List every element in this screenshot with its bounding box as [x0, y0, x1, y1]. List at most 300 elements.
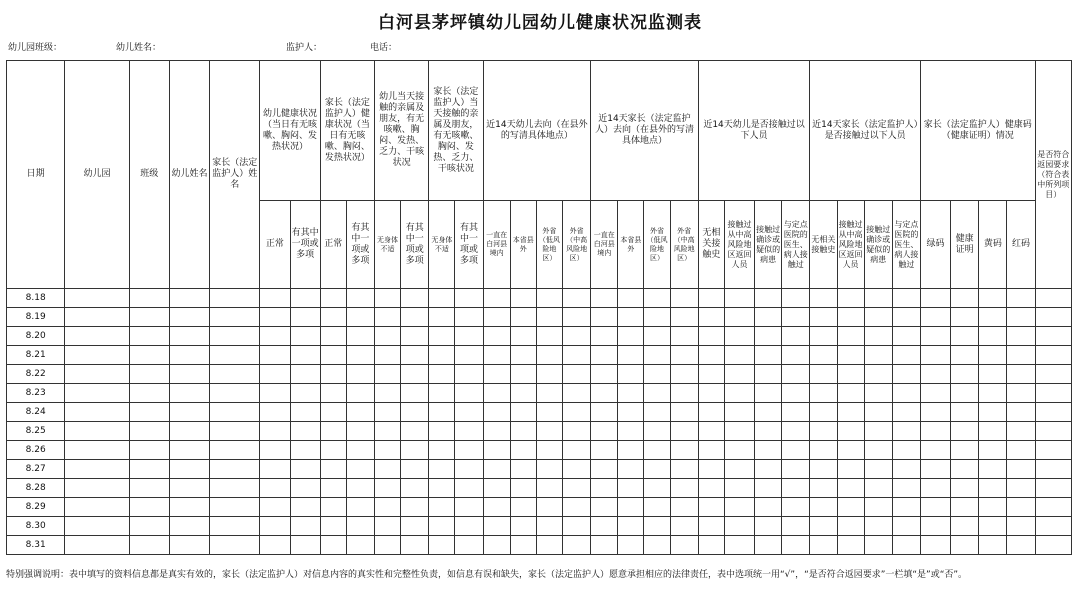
entry-cell[interactable] — [644, 384, 670, 403]
entry-cell[interactable] — [536, 479, 562, 498]
entry-cell[interactable] — [810, 460, 837, 479]
entry-cell[interactable] — [755, 422, 782, 441]
entry-cell[interactable] — [920, 441, 950, 460]
entry-cell[interactable] — [782, 441, 810, 460]
entry-cell[interactable] — [892, 289, 920, 308]
entry-cell[interactable] — [1035, 422, 1071, 441]
entry-cell[interactable] — [698, 346, 724, 365]
entry-cell[interactable] — [536, 365, 562, 384]
entry-cell[interactable] — [210, 365, 260, 384]
entry-cell[interactable] — [698, 289, 724, 308]
entry-cell[interactable] — [644, 403, 670, 422]
entry-cell[interactable] — [210, 308, 260, 327]
entry-cell[interactable] — [169, 346, 209, 365]
entry-cell[interactable] — [755, 327, 782, 346]
entry-cell[interactable] — [782, 422, 810, 441]
entry-cell[interactable] — [724, 536, 754, 555]
entry-cell[interactable] — [810, 403, 837, 422]
entry-cell[interactable] — [1035, 460, 1071, 479]
entry-cell[interactable] — [591, 365, 618, 384]
entry-cell[interactable] — [290, 422, 320, 441]
entry-cell[interactable] — [320, 498, 346, 517]
entry-cell[interactable] — [401, 422, 429, 441]
entry-cell[interactable] — [536, 289, 562, 308]
entry-cell[interactable] — [483, 536, 510, 555]
entry-cell[interactable] — [920, 403, 950, 422]
entry-cell[interactable] — [320, 441, 346, 460]
entry-cell[interactable] — [210, 441, 260, 460]
entry-cell[interactable] — [591, 460, 618, 479]
entry-cell[interactable] — [1035, 289, 1071, 308]
entry-cell[interactable] — [1007, 384, 1035, 403]
entry-cell[interactable] — [892, 365, 920, 384]
entry-cell[interactable] — [290, 441, 320, 460]
entry-cell[interactable] — [782, 460, 810, 479]
entry-cell[interactable] — [510, 479, 536, 498]
entry-cell[interactable] — [455, 403, 483, 422]
entry-cell[interactable] — [536, 384, 562, 403]
entry-cell[interactable] — [169, 517, 209, 536]
entry-cell[interactable] — [401, 498, 429, 517]
entry-cell[interactable] — [374, 327, 400, 346]
entry-cell[interactable] — [782, 479, 810, 498]
entry-cell[interactable] — [65, 308, 129, 327]
entry-cell[interactable] — [782, 346, 810, 365]
entry-cell[interactable] — [892, 384, 920, 403]
entry-cell[interactable] — [724, 308, 754, 327]
entry-cell[interactable] — [260, 517, 290, 536]
entry-cell[interactable] — [401, 365, 429, 384]
entry-cell[interactable] — [591, 327, 618, 346]
entry-cell[interactable] — [401, 460, 429, 479]
entry-cell[interactable] — [483, 327, 510, 346]
entry-cell[interactable] — [892, 422, 920, 441]
entry-cell[interactable] — [510, 422, 536, 441]
entry-cell[interactable] — [755, 441, 782, 460]
entry-cell[interactable] — [724, 498, 754, 517]
entry-cell[interactable] — [951, 536, 979, 555]
entry-cell[interactable] — [1007, 441, 1035, 460]
entry-cell[interactable] — [837, 346, 864, 365]
entry-cell[interactable] — [401, 384, 429, 403]
entry-cell[interactable] — [346, 384, 374, 403]
entry-cell[interactable] — [1007, 460, 1035, 479]
entry-cell[interactable] — [864, 498, 892, 517]
entry-cell[interactable] — [260, 460, 290, 479]
entry-cell[interactable] — [591, 517, 618, 536]
entry-cell[interactable] — [510, 308, 536, 327]
entry-cell[interactable] — [810, 327, 837, 346]
entry-cell[interactable] — [65, 498, 129, 517]
entry-cell[interactable] — [510, 289, 536, 308]
entry-cell[interactable] — [169, 536, 209, 555]
entry-cell[interactable] — [1035, 479, 1071, 498]
entry-cell[interactable] — [864, 365, 892, 384]
entry-cell[interactable] — [536, 517, 562, 536]
entry-cell[interactable] — [920, 308, 950, 327]
entry-cell[interactable] — [670, 479, 698, 498]
entry-cell[interactable] — [951, 460, 979, 479]
entry-cell[interactable] — [864, 517, 892, 536]
entry-cell[interactable] — [346, 479, 374, 498]
entry-cell[interactable] — [401, 441, 429, 460]
entry-cell[interactable] — [260, 422, 290, 441]
entry-cell[interactable] — [290, 460, 320, 479]
entry-cell[interactable] — [260, 403, 290, 422]
entry-cell[interactable] — [810, 346, 837, 365]
entry-cell[interactable] — [618, 460, 644, 479]
entry-cell[interactable] — [864, 308, 892, 327]
entry-cell[interactable] — [65, 517, 129, 536]
entry-cell[interactable] — [510, 365, 536, 384]
entry-cell[interactable] — [510, 327, 536, 346]
entry-cell[interactable] — [979, 517, 1007, 536]
entry-cell[interactable] — [920, 346, 950, 365]
entry-cell[interactable] — [129, 460, 169, 479]
entry-cell[interactable] — [320, 460, 346, 479]
entry-cell[interactable] — [670, 460, 698, 479]
entry-cell[interactable] — [837, 384, 864, 403]
entry-cell[interactable] — [864, 479, 892, 498]
entry-cell[interactable] — [320, 517, 346, 536]
entry-cell[interactable] — [644, 422, 670, 441]
entry-cell[interactable] — [892, 403, 920, 422]
entry-cell[interactable] — [260, 384, 290, 403]
entry-cell[interactable] — [320, 479, 346, 498]
entry-cell[interactable] — [892, 327, 920, 346]
entry-cell[interactable] — [429, 422, 455, 441]
entry-cell[interactable] — [670, 289, 698, 308]
entry-cell[interactable] — [724, 384, 754, 403]
entry-cell[interactable] — [210, 498, 260, 517]
entry-cell[interactable] — [837, 327, 864, 346]
entry-cell[interactable] — [320, 536, 346, 555]
entry-cell[interactable] — [210, 479, 260, 498]
entry-cell[interactable] — [563, 327, 591, 346]
entry-cell[interactable] — [837, 460, 864, 479]
entry-cell[interactable] — [374, 289, 400, 308]
entry-cell[interactable] — [510, 403, 536, 422]
entry-cell[interactable] — [951, 517, 979, 536]
entry-cell[interactable] — [698, 460, 724, 479]
entry-cell[interactable] — [429, 479, 455, 498]
entry-cell[interactable] — [920, 384, 950, 403]
entry-cell[interactable] — [290, 365, 320, 384]
entry-cell[interactable] — [169, 498, 209, 517]
entry-cell[interactable] — [346, 346, 374, 365]
entry-cell[interactable] — [129, 289, 169, 308]
entry-cell[interactable] — [1035, 327, 1071, 346]
entry-cell[interactable] — [401, 308, 429, 327]
entry-cell[interactable] — [755, 308, 782, 327]
entry-cell[interactable] — [483, 479, 510, 498]
entry-cell[interactable] — [483, 289, 510, 308]
entry-cell[interactable] — [346, 289, 374, 308]
entry-cell[interactable] — [429, 460, 455, 479]
entry-cell[interactable] — [483, 308, 510, 327]
entry-cell[interactable] — [455, 517, 483, 536]
entry-cell[interactable] — [429, 536, 455, 555]
entry-cell[interactable] — [979, 308, 1007, 327]
entry-cell[interactable] — [374, 403, 400, 422]
entry-cell[interactable] — [169, 289, 209, 308]
entry-cell[interactable] — [724, 365, 754, 384]
entry-cell[interactable] — [346, 308, 374, 327]
entry-cell[interactable] — [670, 441, 698, 460]
entry-cell[interactable] — [644, 346, 670, 365]
entry-cell[interactable] — [864, 422, 892, 441]
entry-cell[interactable] — [536, 308, 562, 327]
entry-cell[interactable] — [260, 327, 290, 346]
entry-cell[interactable] — [483, 403, 510, 422]
entry-cell[interactable] — [374, 384, 400, 403]
entry-cell[interactable] — [591, 422, 618, 441]
entry-cell[interactable] — [290, 384, 320, 403]
entry-cell[interactable] — [892, 441, 920, 460]
entry-cell[interactable] — [698, 479, 724, 498]
entry-cell[interactable] — [644, 460, 670, 479]
entry-cell[interactable] — [374, 460, 400, 479]
entry-cell[interactable] — [670, 327, 698, 346]
entry-cell[interactable] — [1007, 422, 1035, 441]
entry-cell[interactable] — [536, 346, 562, 365]
entry-cell[interactable] — [644, 308, 670, 327]
entry-cell[interactable] — [510, 346, 536, 365]
entry-cell[interactable] — [951, 365, 979, 384]
entry-cell[interactable] — [129, 384, 169, 403]
entry-cell[interactable] — [755, 498, 782, 517]
entry-cell[interactable] — [346, 327, 374, 346]
entry-cell[interactable] — [644, 365, 670, 384]
entry-cell[interactable] — [65, 460, 129, 479]
entry-cell[interactable] — [810, 289, 837, 308]
entry-cell[interactable] — [455, 346, 483, 365]
entry-cell[interactable] — [698, 422, 724, 441]
entry-cell[interactable] — [755, 384, 782, 403]
entry-cell[interactable] — [782, 327, 810, 346]
entry-cell[interactable] — [536, 327, 562, 346]
entry-cell[interactable] — [724, 460, 754, 479]
entry-cell[interactable] — [782, 498, 810, 517]
entry-cell[interactable] — [290, 403, 320, 422]
entry-cell[interactable] — [260, 498, 290, 517]
entry-cell[interactable] — [563, 422, 591, 441]
entry-cell[interactable] — [210, 422, 260, 441]
entry-cell[interactable] — [644, 517, 670, 536]
entry-cell[interactable] — [290, 327, 320, 346]
entry-cell[interactable] — [455, 498, 483, 517]
entry-cell[interactable] — [837, 536, 864, 555]
entry-cell[interactable] — [979, 403, 1007, 422]
entry-cell[interactable] — [346, 517, 374, 536]
entry-cell[interactable] — [429, 384, 455, 403]
entry-cell[interactable] — [429, 308, 455, 327]
entry-cell[interactable] — [644, 327, 670, 346]
entry-cell[interactable] — [1035, 441, 1071, 460]
entry-cell[interactable] — [483, 498, 510, 517]
entry-cell[interactable] — [129, 403, 169, 422]
entry-cell[interactable] — [618, 422, 644, 441]
entry-cell[interactable] — [429, 498, 455, 517]
entry-cell[interactable] — [210, 517, 260, 536]
entry-cell[interactable] — [536, 422, 562, 441]
entry-cell[interactable] — [979, 479, 1007, 498]
entry-cell[interactable] — [169, 365, 209, 384]
entry-cell[interactable] — [374, 498, 400, 517]
entry-cell[interactable] — [618, 441, 644, 460]
entry-cell[interactable] — [1035, 308, 1071, 327]
entry-cell[interactable] — [374, 365, 400, 384]
entry-cell[interactable] — [892, 346, 920, 365]
entry-cell[interactable] — [346, 536, 374, 555]
entry-cell[interactable] — [892, 308, 920, 327]
entry-cell[interactable] — [837, 441, 864, 460]
entry-cell[interactable] — [429, 403, 455, 422]
entry-cell[interactable] — [563, 479, 591, 498]
entry-cell[interactable] — [810, 498, 837, 517]
entry-cell[interactable] — [810, 536, 837, 555]
entry-cell[interactable] — [429, 327, 455, 346]
entry-cell[interactable] — [782, 384, 810, 403]
entry-cell[interactable] — [979, 365, 1007, 384]
entry-cell[interactable] — [810, 422, 837, 441]
entry-cell[interactable] — [320, 327, 346, 346]
entry-cell[interactable] — [320, 422, 346, 441]
entry-cell[interactable] — [260, 479, 290, 498]
entry-cell[interactable] — [483, 384, 510, 403]
entry-cell[interactable] — [670, 384, 698, 403]
entry-cell[interactable] — [644, 479, 670, 498]
entry-cell[interactable] — [320, 384, 346, 403]
entry-cell[interactable] — [346, 422, 374, 441]
entry-cell[interactable] — [698, 403, 724, 422]
entry-cell[interactable] — [591, 403, 618, 422]
entry-cell[interactable] — [1007, 498, 1035, 517]
entry-cell[interactable] — [979, 327, 1007, 346]
entry-cell[interactable] — [920, 498, 950, 517]
entry-cell[interactable] — [563, 403, 591, 422]
entry-cell[interactable] — [951, 422, 979, 441]
entry-cell[interactable] — [644, 498, 670, 517]
entry-cell[interactable] — [346, 403, 374, 422]
entry-cell[interactable] — [374, 479, 400, 498]
entry-cell[interactable] — [563, 365, 591, 384]
entry-cell[interactable] — [724, 327, 754, 346]
entry-cell[interactable] — [724, 289, 754, 308]
entry-cell[interactable] — [429, 517, 455, 536]
entry-cell[interactable] — [920, 460, 950, 479]
entry-cell[interactable] — [290, 308, 320, 327]
entry-cell[interactable] — [1035, 403, 1071, 422]
entry-cell[interactable] — [782, 403, 810, 422]
entry-cell[interactable] — [644, 441, 670, 460]
entry-cell[interactable] — [1035, 498, 1071, 517]
entry-cell[interactable] — [755, 289, 782, 308]
entry-cell[interactable] — [563, 441, 591, 460]
entry-cell[interactable] — [1035, 517, 1071, 536]
entry-cell[interactable] — [455, 460, 483, 479]
entry-cell[interactable] — [563, 498, 591, 517]
entry-cell[interactable] — [951, 498, 979, 517]
entry-cell[interactable] — [618, 517, 644, 536]
entry-cell[interactable] — [670, 422, 698, 441]
entry-cell[interactable] — [401, 327, 429, 346]
entry-cell[interactable] — [810, 308, 837, 327]
entry-cell[interactable] — [536, 403, 562, 422]
entry-cell[interactable] — [644, 289, 670, 308]
entry-cell[interactable] — [951, 289, 979, 308]
entry-cell[interactable] — [290, 536, 320, 555]
entry-cell[interactable] — [169, 460, 209, 479]
entry-cell[interactable] — [65, 479, 129, 498]
entry-cell[interactable] — [290, 498, 320, 517]
entry-cell[interactable] — [65, 441, 129, 460]
entry-cell[interactable] — [782, 517, 810, 536]
entry-cell[interactable] — [1007, 365, 1035, 384]
entry-cell[interactable] — [892, 479, 920, 498]
entry-cell[interactable] — [810, 479, 837, 498]
entry-cell[interactable] — [810, 441, 837, 460]
entry-cell[interactable] — [129, 346, 169, 365]
entry-cell[interactable] — [782, 289, 810, 308]
entry-cell[interactable] — [290, 517, 320, 536]
entry-cell[interactable] — [455, 384, 483, 403]
entry-cell[interactable] — [951, 441, 979, 460]
entry-cell[interactable] — [698, 308, 724, 327]
entry-cell[interactable] — [892, 498, 920, 517]
entry-cell[interactable] — [724, 441, 754, 460]
entry-cell[interactable] — [698, 327, 724, 346]
entry-cell[interactable] — [455, 289, 483, 308]
entry-cell[interactable] — [483, 517, 510, 536]
entry-cell[interactable] — [920, 327, 950, 346]
entry-cell[interactable] — [837, 403, 864, 422]
entry-cell[interactable] — [837, 289, 864, 308]
entry-cell[interactable] — [260, 441, 290, 460]
entry-cell[interactable] — [951, 384, 979, 403]
entry-cell[interactable] — [455, 308, 483, 327]
entry-cell[interactable] — [129, 441, 169, 460]
entry-cell[interactable] — [591, 536, 618, 555]
entry-cell[interactable] — [563, 536, 591, 555]
entry-cell[interactable] — [979, 346, 1007, 365]
entry-cell[interactable] — [563, 308, 591, 327]
entry-cell[interactable] — [1035, 384, 1071, 403]
entry-cell[interactable] — [618, 498, 644, 517]
entry-cell[interactable] — [670, 403, 698, 422]
entry-cell[interactable] — [670, 536, 698, 555]
entry-cell[interactable] — [618, 384, 644, 403]
entry-cell[interactable] — [951, 308, 979, 327]
entry-cell[interactable] — [483, 346, 510, 365]
entry-cell[interactable] — [591, 384, 618, 403]
entry-cell[interactable] — [169, 422, 209, 441]
entry-cell[interactable] — [563, 460, 591, 479]
entry-cell[interactable] — [65, 403, 129, 422]
entry-cell[interactable] — [65, 365, 129, 384]
entry-cell[interactable] — [618, 479, 644, 498]
entry-cell[interactable] — [864, 460, 892, 479]
entry-cell[interactable] — [591, 346, 618, 365]
entry-cell[interactable] — [290, 479, 320, 498]
entry-cell[interactable] — [864, 346, 892, 365]
entry-cell[interactable] — [455, 422, 483, 441]
entry-cell[interactable] — [374, 441, 400, 460]
entry-cell[interactable] — [1007, 403, 1035, 422]
entry-cell[interactable] — [618, 365, 644, 384]
entry-cell[interactable] — [483, 365, 510, 384]
entry-cell[interactable] — [698, 441, 724, 460]
